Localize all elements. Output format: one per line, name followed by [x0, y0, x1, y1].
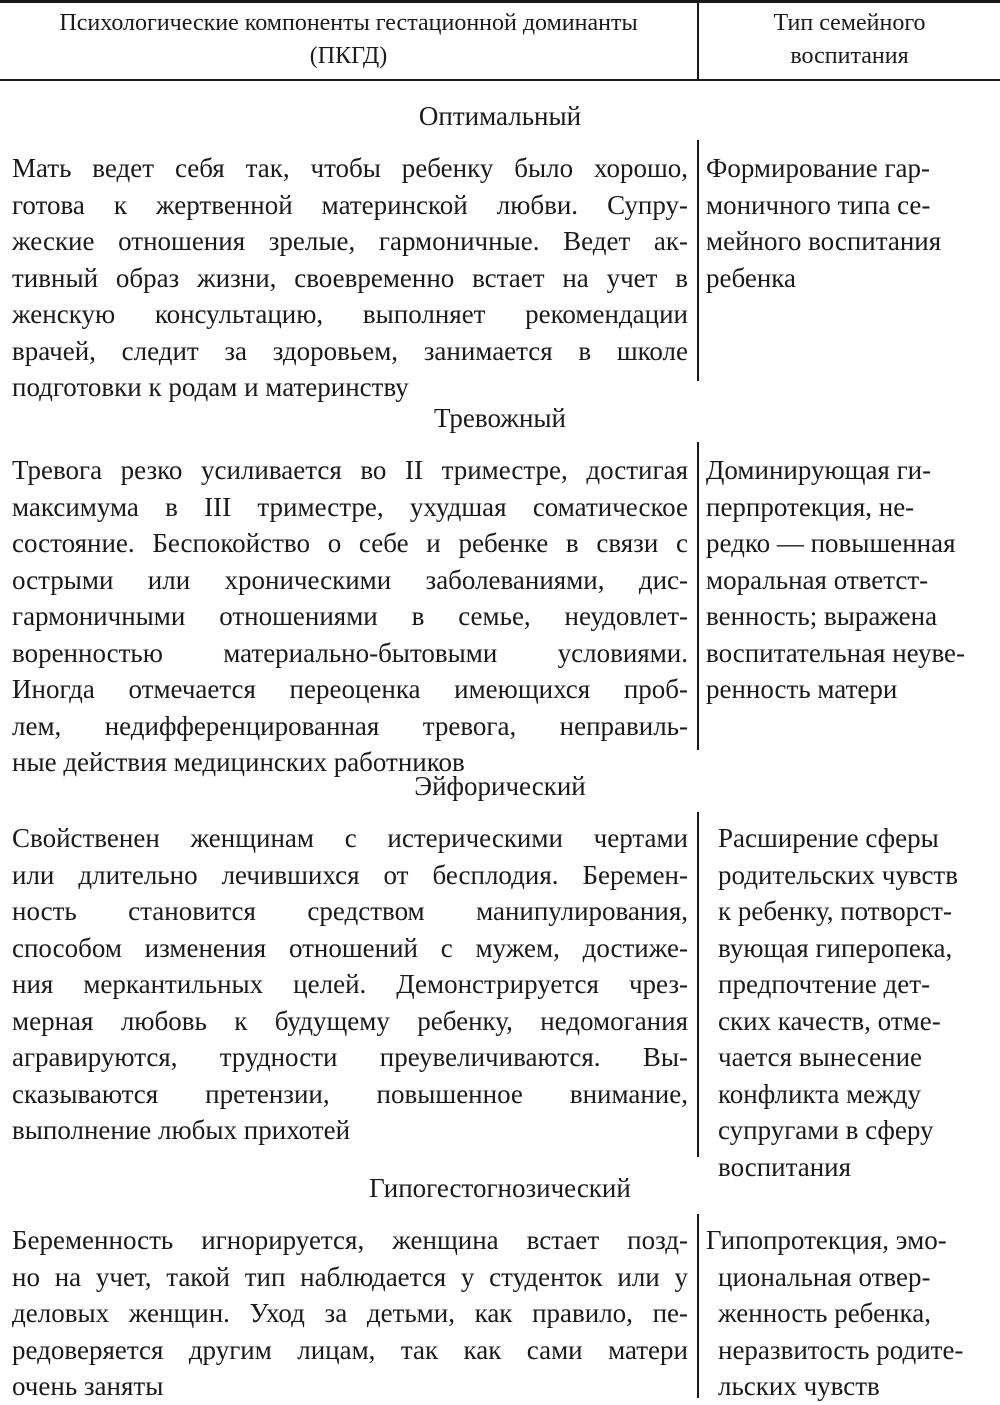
- text-line: моничного типа се-: [706, 189, 931, 220]
- table-top-rule: [0, 0, 1000, 3]
- text-line: но на учет, такой тип наблюдается у студенток или у: [12, 1261, 688, 1292]
- text-line: перпротекция, не-: [706, 491, 915, 522]
- column-divider-hypogestognosic: [697, 1214, 699, 1398]
- text-line: готова к жертвенной материнской любви. Супру-: [12, 189, 688, 220]
- text-line: ные действия медицинских работников: [12, 747, 465, 777]
- text-line: воренностью материально-бытовыми условиями.: [12, 637, 688, 668]
- text-line: ность становится средством манипулирования,: [12, 896, 688, 926]
- text-line: жеские отношения зрелые, гармоничные. Ведет ак-: [12, 226, 688, 256]
- header-bottom-rule: [0, 79, 1000, 81]
- header-left-line2: (ПКГД): [309, 43, 388, 69]
- text-line: мейного воспитания: [706, 226, 942, 256]
- header-left-line1: Психологические компоненты гестационной доминанты: [59, 10, 638, 36]
- text-line: ских качеств, отме-: [718, 1005, 941, 1036]
- text-line: циональная отвер-: [718, 1261, 931, 1292]
- section-hypogestognosic-left-text: [12, 1222, 688, 1405]
- text-line: острыми или хроническими заболеваниями, дис-: [12, 564, 688, 595]
- text-line: женность ребенка,: [718, 1298, 931, 1328]
- header-left-cell: [0, 7, 697, 73]
- text-line: супругами в сферу: [718, 1115, 934, 1145]
- text-line: деловых женщин. Уход за детьми, как правило, пе-: [12, 1298, 688, 1328]
- text-line: женскую консультацию, выполняет рекомендации: [12, 299, 688, 329]
- text-line: конфликта между: [718, 1078, 922, 1109]
- section-euphoric-left-text: [12, 820, 688, 1149]
- text-line: воспитательная неуве-: [706, 637, 966, 668]
- text-line: Тревога резко усиливается во II триместре, достигая: [12, 455, 688, 485]
- text-line: гармоничными отношениями в семье, неудовлет-: [12, 601, 688, 631]
- text-line: чается вынесение: [718, 1042, 923, 1072]
- text-line: неразвитость родите-: [718, 1334, 964, 1365]
- section-title-optimal: Оптимальный: [418, 101, 582, 131]
- text-line: Формирование гар-: [706, 153, 931, 183]
- text-line: максимума в III триместре, ухудшая соматическое: [12, 491, 688, 522]
- text-line: лем, недифференцированная тревога, неправиль-: [12, 710, 688, 741]
- text-line: Беременность игнорируется, женщина встает позд-: [12, 1225, 688, 1255]
- text-line: агравируются, трудности преувеличиваются. Вы-: [12, 1042, 688, 1072]
- text-line: редоверяется другим лицам, так как сами матери: [12, 1334, 688, 1365]
- text-line: ребенка: [706, 262, 796, 293]
- column-divider-euphoric: [697, 812, 699, 1157]
- text-line: к ребенку, потворст-: [718, 896, 952, 926]
- text-line: подготовки к родам и материнству: [12, 372, 409, 402]
- section-optimal-right-text: [706, 150, 996, 296]
- text-line: редко — повышенная: [706, 528, 956, 558]
- header-right-line2: воспитания: [790, 43, 909, 69]
- header-right-line1: Тип семейного: [773, 10, 926, 36]
- text-line: Расширение сферы: [718, 823, 939, 853]
- text-line: выполнение любых прихотей: [12, 1115, 351, 1145]
- header-right-cell: [699, 7, 1000, 73]
- text-line: моральная ответст-: [706, 564, 929, 595]
- text-line: Свойственен женщинам с истерическими чертами: [12, 823, 688, 853]
- text-line: врачей, следит за здоровьем, занимается в школе: [12, 335, 688, 366]
- section-hypogestognosic-right-text: [706, 1222, 996, 1405]
- text-line: воспитания: [718, 1151, 852, 1182]
- section-optimal-left-text: [12, 150, 688, 406]
- text-line: очень заняты: [12, 1371, 164, 1401]
- text-line: или длительно лечившихся от бесплодия. Беремен-: [12, 859, 688, 890]
- text-line: тивный образ жизни, своевременно встает на учет в: [12, 262, 688, 293]
- column-divider-optimal: [697, 140, 699, 381]
- section-anxious-right-text: [706, 452, 996, 708]
- text-line: венность; выражена: [706, 601, 938, 631]
- text-line: ния меркантильных целей. Демонстрируется чрез-: [12, 969, 688, 999]
- text-line: Мать ведет себя так, чтобы ребенку было хорошо,: [12, 153, 688, 183]
- text-line: сказываются претензии, повышенное внимание,: [12, 1078, 688, 1109]
- text-line: Иногда отмечается переоценка имеющихся проб-: [12, 674, 688, 704]
- section-euphoric-right-text: [718, 820, 1000, 1185]
- text-line: предпочтение дет-: [718, 969, 931, 999]
- column-divider-anxious: [697, 442, 699, 750]
- text-line: Доминирующая ги-: [706, 455, 932, 485]
- text-line: льских чувств: [718, 1371, 880, 1401]
- text-line: состояние. Беспокойство о себе и ребенке в связи с: [12, 528, 688, 558]
- text-line: вующая гиперопека,: [718, 932, 953, 963]
- text-line: родительских чувств: [718, 859, 958, 890]
- section-title-hypogestognosic: Гипогестогнозический: [369, 1173, 631, 1203]
- section-title-euphoric: Эйфорический: [414, 771, 586, 801]
- text-line: способом изменения отношений с мужем, достиже-: [12, 932, 688, 963]
- section-title-anxious: Тревожный: [433, 403, 567, 433]
- text-line: Гипопротекция, эмо-: [706, 1225, 947, 1255]
- text-line: мерная любовь к будущему ребенку, недомогания: [12, 1005, 688, 1036]
- text-line: ренность матери: [706, 674, 898, 704]
- section-anxious-left-text: [12, 452, 688, 781]
